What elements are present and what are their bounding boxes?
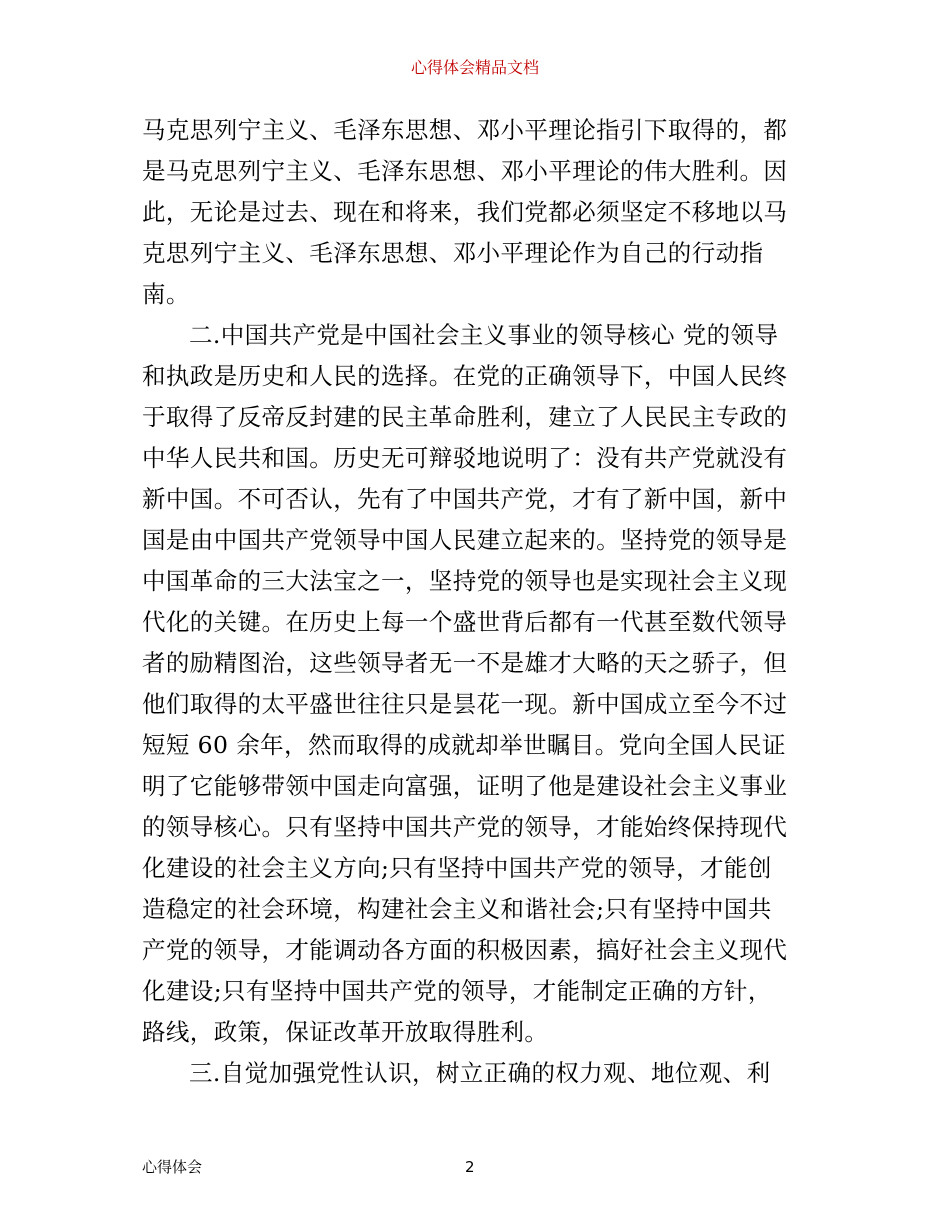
text-line: 和执政是历史和人民的选择。在党的正确领导下，中国人民终 <box>142 362 788 390</box>
text-line: 化建设;只有坚持中国共产党的领导，才能制定正确的方针， <box>142 977 772 1005</box>
document-body <box>142 110 812 1094</box>
page-number: 2 <box>465 1158 475 1176</box>
text-line: 的领导核心。只有坚持中国共产党的领导，才能始终保持现代 <box>142 813 788 841</box>
text-line: 于取得了反帝反封建的民主革命胜利，建立了人民民主专政的 <box>142 403 788 431</box>
footer-label: 心得体会 <box>142 1158 203 1176</box>
text-line: 克思列宁主义、毛泽东思想、邓小平理论作为自己的行动指 <box>142 239 764 267</box>
section-heading-line: 二.中国共产党是中国社会主义事业的领导核心 党的领导 <box>189 321 779 349</box>
text-line: 化建设的社会主义方向;只有坚持中国共产党的领导，才能创 <box>142 854 772 882</box>
text-line: 南。 <box>142 280 190 308</box>
text-line: 此，无论是过去、现在和将来，我们党都必须坚定不移地以马 <box>142 198 788 226</box>
text-line: 国是由中国共产党领导中国人民建立起来的。坚持党的领导是 <box>142 526 788 554</box>
text-line: 他们取得的太平盛世往往只是昙花一现。新中国成立至今不过 <box>142 690 788 718</box>
text-line: 中华人民共和国。历史无可辩驳地说明了：没有共产党就没有 <box>142 444 788 472</box>
text-line: 明了它能够带领中国走向富强，证明了他是建设社会主义事业 <box>142 772 788 800</box>
document-header: 心得体会精品文档 <box>410 58 539 77</box>
section-heading-line: 三.自觉加强党性认识，树立正确的权力观、地位观、利 <box>189 1059 771 1087</box>
text-line: 者的励精图治，这些领导者无一不是雄才大略的天之骄子，但 <box>142 649 788 677</box>
text-line: 马克思列宁主义、毛泽东思想、邓小平理论指引下取得的，都 <box>142 116 788 144</box>
text-line: 产党的领导，才能调动各方面的积极因素，搞好社会主义现代 <box>142 936 788 964</box>
text-line: 造稳定的社会环境，构建社会主义和谐社会;只有坚持中国共 <box>142 895 772 923</box>
text-line: 中国革命的三大法宝之一，坚持党的领导也是实现社会主义现 <box>142 567 788 595</box>
text-line: 是马克思列宁主义、毛泽东思想、邓小平理论的伟大胜利。因 <box>142 157 788 185</box>
text-line: 代化的关键。在历史上每一个盛世背后都有一代甚至数代领导 <box>142 608 788 636</box>
text-line: 路线，政策，保证改革开放取得胜利。 <box>142 1018 549 1046</box>
text-line: 新中国。不可否认，先有了中国共产党，才有了新中国，新中 <box>142 485 788 513</box>
text-line: 短短 60 余年，然而取得的成就却举世瞩目。党向全国人民证 <box>142 731 786 759</box>
